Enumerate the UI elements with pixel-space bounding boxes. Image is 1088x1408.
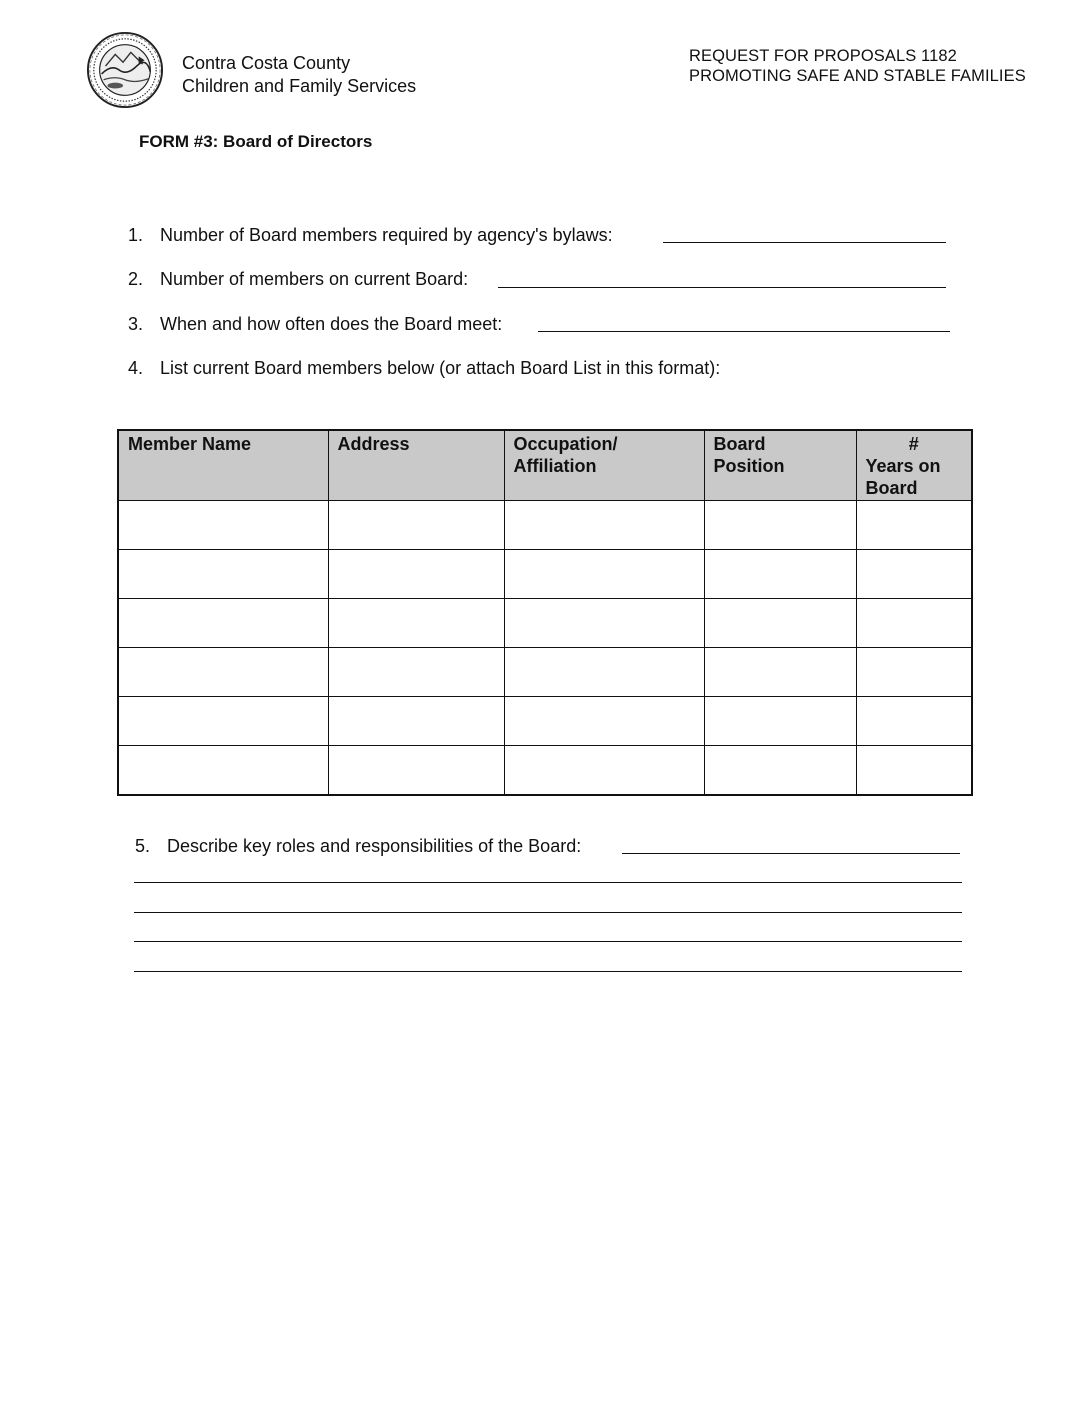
address-cell[interactable] (328, 550, 504, 599)
years-on-board-cell[interactable] (856, 599, 972, 648)
board-roles-answer-line-2[interactable] (134, 882, 962, 883)
column-header-board-position: Board Position (704, 430, 856, 501)
question-text: Number of members on current Board: (160, 269, 469, 289)
member-name-cell[interactable] (118, 648, 328, 697)
member-name-cell[interactable] (118, 501, 328, 550)
address-cell[interactable] (328, 697, 504, 746)
table-row (118, 746, 972, 796)
current-members-answer-line[interactable] (498, 287, 946, 288)
county-seal-icon (86, 31, 164, 109)
column-header-address: Address (328, 430, 504, 501)
board-position-cell[interactable] (704, 501, 856, 550)
question-number: 5. (135, 836, 151, 856)
column-header-occupation: Occupation/ Affiliation (504, 430, 704, 501)
years-on-board-cell[interactable] (856, 697, 972, 746)
address-cell[interactable] (328, 501, 504, 550)
address-cell[interactable] (328, 648, 504, 697)
member-name-cell[interactable] (118, 746, 328, 796)
occupation-cell[interactable] (504, 648, 704, 697)
table-row (118, 501, 972, 550)
occupation-cell[interactable] (504, 697, 704, 746)
table-row (118, 599, 972, 648)
occupation-cell[interactable] (504, 746, 704, 796)
rfp-header (689, 46, 1026, 86)
question-number: 3. (128, 314, 144, 334)
board-members-table (117, 429, 973, 796)
organization-line-2: Children and Family Services (182, 76, 417, 96)
board-position-cell[interactable] (704, 648, 856, 697)
years-on-board-cell[interactable] (856, 501, 972, 550)
question-text: List current Board members below (or attach Board List in this format): (160, 358, 721, 378)
board-position-cell[interactable] (704, 599, 856, 648)
question-text: When and how often does the Board meet: (160, 314, 503, 334)
question-text: Describe key roles and responsibilities of the Board: (167, 836, 582, 856)
board-position-cell[interactable] (704, 746, 856, 796)
years-on-board-cell[interactable] (856, 550, 972, 599)
board-roles-answer-line-3[interactable] (134, 912, 962, 913)
occupation-cell[interactable] (504, 599, 704, 648)
question-number: 4. (128, 358, 144, 378)
meeting-frequency-answer-line[interactable] (538, 331, 950, 332)
board-roles-answer-line-4[interactable] (134, 941, 962, 942)
table-row (118, 648, 972, 697)
years-on-board-cell[interactable] (856, 648, 972, 697)
member-name-cell[interactable] (118, 599, 328, 648)
board-roles-answer-line-5[interactable] (134, 971, 962, 972)
years-on-board-cell[interactable] (856, 746, 972, 796)
address-cell[interactable] (328, 746, 504, 796)
question-text: Number of Board members required by agency's bylaws: (160, 225, 613, 245)
question-number: 2. (128, 269, 144, 289)
occupation-cell[interactable] (504, 550, 704, 599)
rfp-line-2: PROMOTING SAFE AND STABLE FAMILIES (689, 67, 1026, 85)
column-header-years-on-board: # Years on Board (856, 430, 972, 501)
board-roles-answer-line-1[interactable] (622, 853, 960, 854)
occupation-cell[interactable] (504, 501, 704, 550)
board-position-cell[interactable] (704, 550, 856, 599)
member-name-cell[interactable] (118, 697, 328, 746)
table-row (118, 550, 972, 599)
bylaws-members-answer-line[interactable] (663, 242, 946, 243)
table-header-row (118, 430, 972, 501)
column-header-member-name: Member Name (118, 430, 328, 501)
table-row (118, 697, 972, 746)
question-number: 1. (128, 225, 144, 245)
organization-name (182, 52, 416, 98)
organization-line-1: Contra Costa County (182, 53, 351, 73)
address-cell[interactable] (328, 599, 504, 648)
member-name-cell[interactable] (118, 550, 328, 599)
board-position-cell[interactable] (704, 697, 856, 746)
form-title: FORM #3: Board of Directors (139, 132, 373, 151)
rfp-line-1: REQUEST FOR PROPOSALS 1182 (689, 47, 957, 65)
